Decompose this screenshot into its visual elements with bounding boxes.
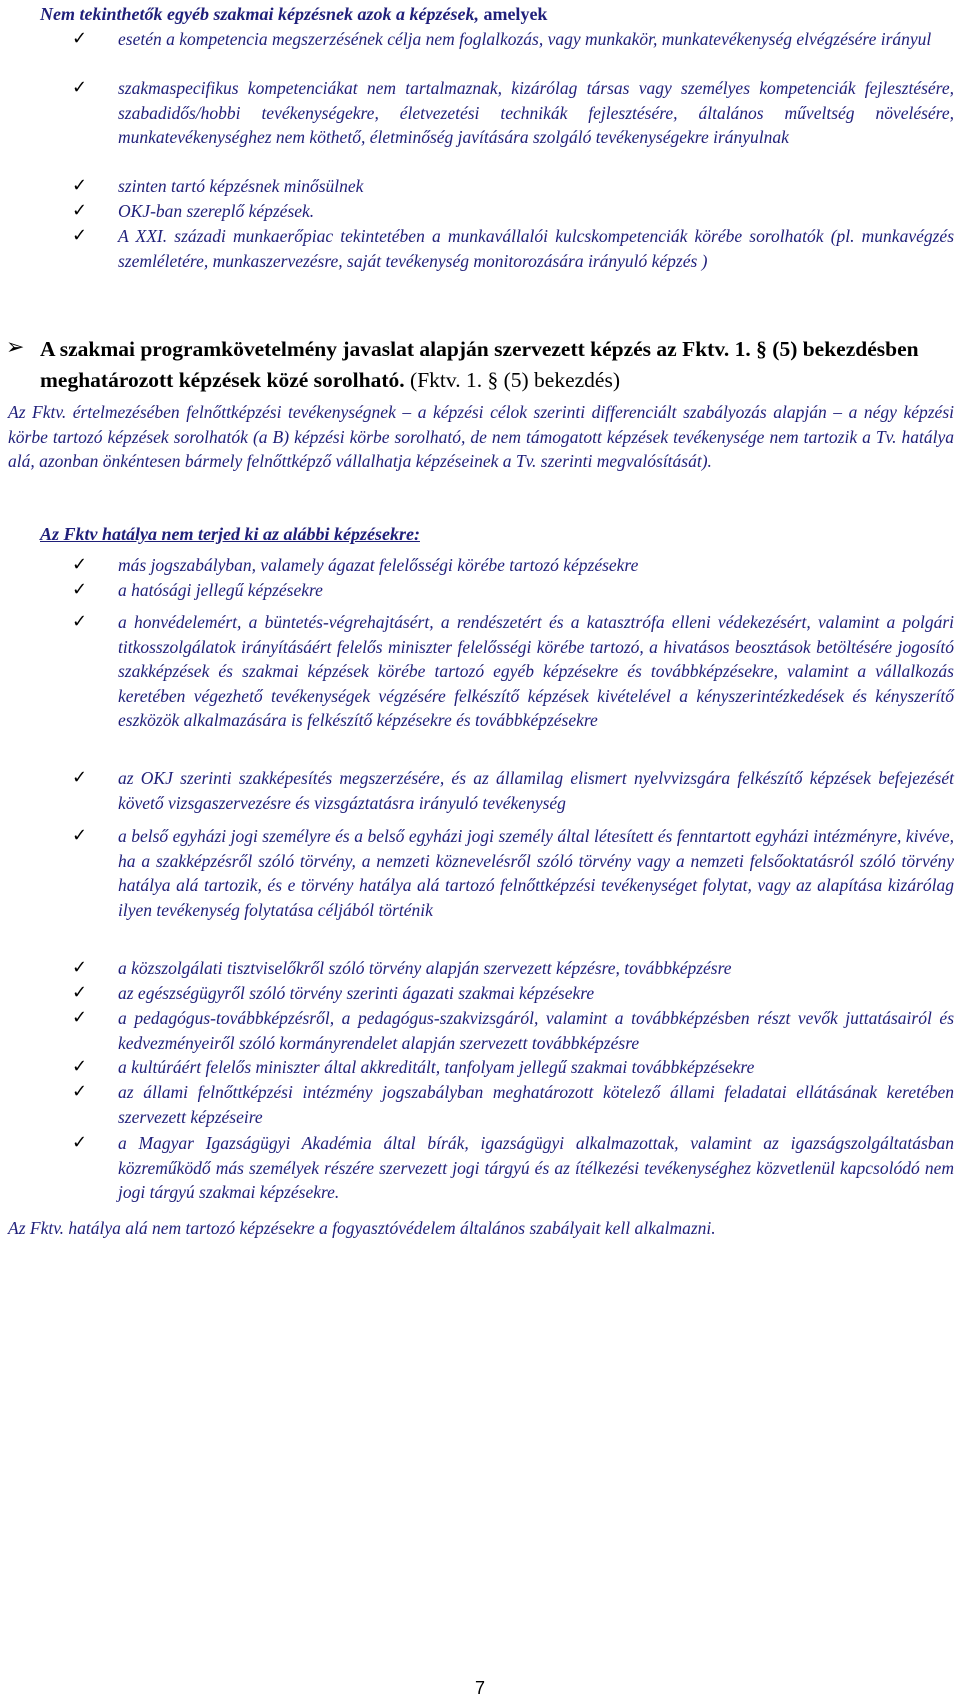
check-icon: ✓ xyxy=(72,767,88,788)
check-icon: ✓ xyxy=(72,225,88,246)
check-icon: ✓ xyxy=(72,1007,88,1028)
section1-item: szakmaspecifikus kompetenciákat nem tartalmaznak, kizárólag társas vagy személyes kompetenciák fejlesztésére, szabadidős/hobbi tevékenységekre, életvezetési technikák fejlesztésére, általános műveltség növelésére, munkatevékenységhez nem köthető, életminőség javítására szolgáló tevékenységekre irányulnak xyxy=(118,78,954,148)
section1-item: szinten tartó képzésnek minősülnek xyxy=(118,176,364,196)
section2-item: a pedagógus-továbbképzésről, a pedagógus-szakvizsgáról, valamint a továbbképzésben részt vevők juttatásairól és kedvezményeiről szóló kormányrendelet alapján szervezett továbbképzésre xyxy=(118,1008,954,1053)
section2-item: a kultúráért felelős miniszter által akkreditált, tanfolyam jellegű szakmai továbbképzésekre xyxy=(118,1057,755,1077)
section-heading-reference: (Fktv. 1. § (5) bekezdés) xyxy=(404,368,620,392)
check-icon: ✓ xyxy=(72,611,88,632)
check-icon: ✓ xyxy=(72,554,88,575)
section-heading-bold: A szakmai programkövetelmény javaslat alapján szervezett képzés az Fktv. 1. § (5) bekezdésben meghatározott képzések közé sorolható. xyxy=(40,337,919,392)
section2-item: az egészségügyről szóló törvény szerinti ágazati szakmai képzésekre xyxy=(118,983,595,1003)
section2-item: a Magyar Igazságügyi Akadémia által bírák, igazságügyi alkalmazottak, valamint az igazságszolgáltatásban közreműködő más személyek részére szervezett jogi tárgyú és az ítélkezési tevékenységhez közvetlenül kapcsolódó nem jogi tárgyú szakmai képzésekre. xyxy=(118,1133,954,1203)
page-number: 7 xyxy=(474,1678,485,1698)
section1-item: OKJ-ban szereplő képzések. xyxy=(118,201,315,221)
check-icon: ✓ xyxy=(72,1081,88,1102)
section1-title-tail: amelyek xyxy=(478,4,548,24)
section1-item: esetén a kompetencia megszerzésének célja nem foglalkozás, vagy munkakör, munkatevékenység elvégzésére irányul xyxy=(118,29,932,49)
check-icon: ✓ xyxy=(72,825,88,846)
intro-paragraph: Az Fktv. értelmezésében felnőttképzési tevékenységnek – a képzési célok szerinti differenciált szabályozás alapján – a négy képzési körbe tartozó képzések sorolhatók (a B) képzési körbe sorolható, de nem támogatott képzések tevékenysége nem tartozik a Tv. hatálya alá, azonban önkéntesen bármely felnőttképző vállalhatja képzéseinek a Tv. szerinti megvalósítását). xyxy=(8,402,954,472)
closing-paragraph: Az Fktv. hatálya alá nem tartozó képzésekre a fogyasztóvédelem általános szabályait kell alkalmazni. xyxy=(8,1218,716,1238)
check-icon: ✓ xyxy=(72,1056,88,1077)
section2-title: Az Fktv hatálya nem terjed ki az alábbi képzésekre: xyxy=(40,524,420,544)
check-icon: ✓ xyxy=(72,77,88,98)
section2-item: más jogszabályban, valamely ágazat felelősségi körébe tartozó képzésekre xyxy=(118,555,639,575)
section1-item: A XXI. századi munkaerőpiac tekintetében a munkavállalói kulcskompetenciák körébe sorolhatók (pl. munkavégzés szemléletére, munkaszervezésre, saját tevékenység monitorozására irányuló képzés ) xyxy=(118,226,954,271)
section2-item: az OKJ szerinti szakképesítés megszerzésére, és az államilag elismert nyelvvizsgára felkészítő képzések befejezését követő vizsgaszervezésre és vizsgáztatásra irányuló tevékenység xyxy=(118,768,954,813)
section2-item: a hatósági jellegű képzésekre xyxy=(118,580,323,600)
section2-item: az állami felnőttképzési intézmény jogszabályban meghatározott kötelező állami feladatai ellátásának keretében szervezett képzéseire xyxy=(118,1082,954,1127)
section1-title xyxy=(40,2,547,26)
check-icon: ✓ xyxy=(72,175,88,196)
check-icon: ✓ xyxy=(72,957,88,978)
section1-title-text: Nem tekinthetők egyéb szakmai képzésnek azok a képzések, xyxy=(40,4,479,24)
check-icon: ✓ xyxy=(72,579,88,600)
section2-item: a honvédelemért, a büntetés-végrehajtásért, a rendészetért és a katasztrófa elleni védekezésért, valamint a polgári titkosszolgálatok irányításáért felelős miniszter felelősségi körébe tartozó, a hivatásos beosztások betöltésére jogosító szakképzések és szakmai képzések körébe tartozó egyéb képzésekre és továbbképzésekre, valamint a vállalkozás keretében végezhető tevékenységek végzésére felkészítő képzések kivételével a kényszerintézkedések és kényszerítő eszközök alkalmazására is felkészítő képzésekre és továbbképzésekre xyxy=(118,612,954,731)
arrow-bullet-icon: ➢ xyxy=(6,335,25,360)
check-icon: ✓ xyxy=(72,982,88,1003)
section-heading xyxy=(40,334,950,396)
section2-item: a belső egyházi jogi személyre és a belső egyházi jogi személy által létesített és fenntartott egyházi intézményre, kivéve, ha a szakképzésről szóló törvény, a nemzeti köznevelésről szóló törvény vagy a nemzeti felsőoktatásról szóló törvény hatálya alá tartozik, és e törvény hatálya alá tartozó felnőttképzési tevékenységet folytat, vagy az alapítása kizárólag ilyen tevékenység folytatása céljából történik xyxy=(118,826,954,920)
check-icon: ✓ xyxy=(72,200,88,221)
section2-item: a közszolgálati tisztviselőkről szóló törvény alapján szervezett képzésre, továbbképzésre xyxy=(118,958,732,978)
check-icon: ✓ xyxy=(72,1132,88,1153)
check-icon: ✓ xyxy=(72,28,88,49)
